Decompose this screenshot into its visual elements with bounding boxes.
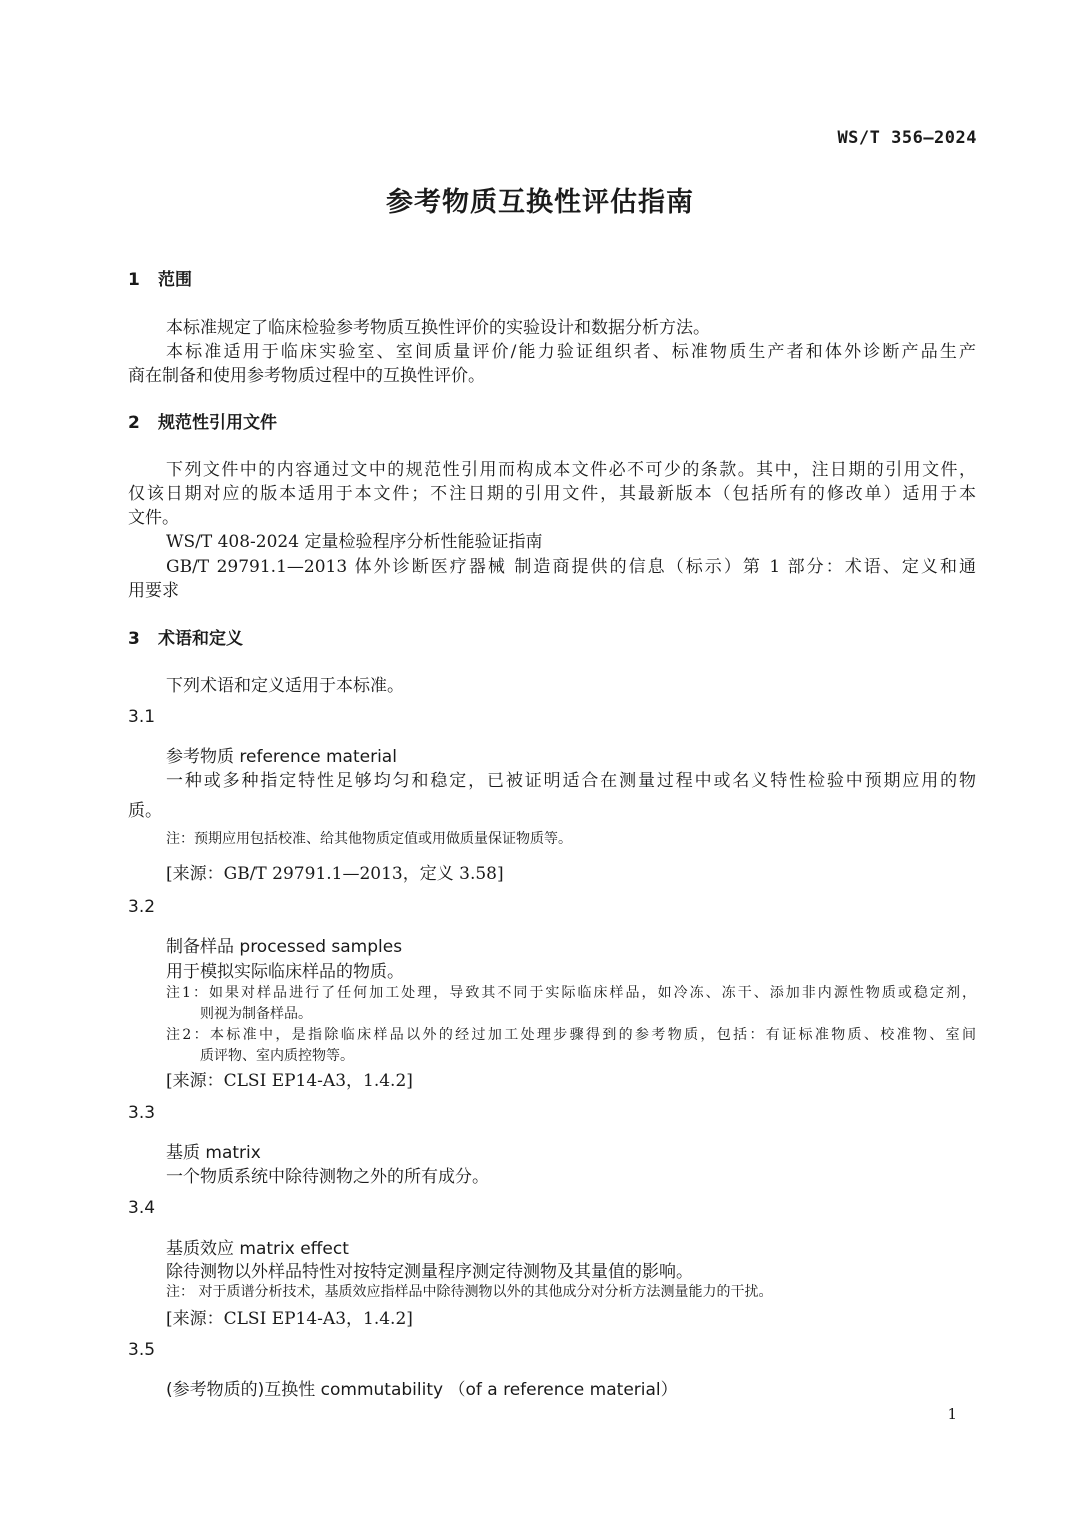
paragraph: 仅该日期对应的版本适用于本文件；不注日期的引用文件，其最新版本（包括所有的修改单）适用于本 — [128, 484, 976, 504]
term-number: 3.5 — [128, 1340, 156, 1360]
term-note: 质评物、室内质控物等。 — [200, 1048, 354, 1064]
normative-reference: GB/T 29791.1—2013 体外诊断医疗器械 制造商提供的信息（标示）第 1 部分：术语、定义和通 — [166, 557, 976, 577]
term-number: 3.3 — [128, 1103, 156, 1123]
term-note: 注1：如果对样品进行了任何加工处理，导致其不同于实际临床样品，如冷冻、冻干、添加非内源性物质或稳定剂， — [166, 985, 976, 1001]
normative-reference: 用要求 — [128, 581, 179, 601]
section-3-heading — [128, 624, 243, 649]
term-source: [来源：CLSI EP14-A3，1.4.2] — [166, 1071, 413, 1091]
document-title: 参考物质互换性评估指南 — [386, 187, 694, 218]
section-number: 2 — [128, 413, 140, 433]
term-heading: 参考物质 reference material — [166, 747, 397, 767]
term-number: 3.2 — [128, 897, 156, 917]
term-note: 注： 对于质谱分析技术，基质效应指样品中除待测物以外的其他成分对分析方法测量能力的干扰。 — [166, 1284, 773, 1300]
section-2-heading — [128, 408, 277, 433]
normative-reference: WS/T 408-2024 定量检验程序分析性能验证指南 — [166, 532, 543, 552]
section-title: 规范性引用文件 — [158, 413, 277, 433]
term-definition: 除待测物以外样品特性对按特定测量程序测定待测物及其量值的影响。 — [166, 1262, 693, 1282]
term-definition: 质。 — [128, 801, 162, 821]
term-number: 3.4 — [128, 1198, 156, 1218]
section-title: 术语和定义 — [158, 629, 243, 649]
paragraph: 下列术语和定义适用于本标准。 — [166, 676, 404, 696]
section-number: 3 — [128, 629, 140, 649]
paragraph: 文件。 — [128, 508, 179, 528]
page-number: 1 — [947, 1405, 957, 1423]
term-note: 则视为制备样品。 — [200, 1006, 312, 1022]
section-number: 1 — [128, 270, 140, 290]
standard-number: WS/T 356—2024 — [837, 128, 977, 148]
term-note: 注2：本标准中，是指除临床样品以外的经过加工处理步骤得到的参考物质，包括：有证标准物质、校准物、室间 — [166, 1027, 976, 1043]
paragraph: 本标准规定了临床检验参考物质互换性评价的实验设计和数据分析方法。 — [166, 318, 710, 338]
section-title: 范围 — [158, 270, 192, 290]
term-definition: 一个物质系统中除待测物之外的所有成分。 — [166, 1167, 489, 1187]
term-heading: 基质 matrix — [166, 1143, 261, 1163]
paragraph: 商在制备和使用参考物质过程中的互换性评价。 — [128, 366, 485, 386]
term-note: 注：预期应用包括校准、给其他物质定值或用做质量保证物质等。 — [166, 831, 572, 847]
term-heading: 基质效应 matrix effect — [166, 1239, 349, 1259]
term-heading: 制备样品 processed samples — [166, 937, 403, 957]
term-heading: (参考物质的)互换性 commutability （of a reference material） — [166, 1380, 678, 1400]
term-definition: 用于模拟实际临床样品的物质。 — [166, 962, 404, 982]
paragraph: 本标准适用于临床实验室、室间质量评价/能力验证组织者、标准物质生产者和体外诊断产品生产 — [166, 342, 976, 362]
term-definition: 一种或多种指定特性足够均匀和稳定，已被证明适合在测量过程中或名义特性检验中预期应用的物 — [166, 771, 976, 791]
section-1-heading — [128, 265, 192, 290]
term-source: [来源：GB/T 29791.1—2013，定义 3.58] — [166, 864, 504, 884]
term-number: 3.1 — [128, 707, 156, 727]
term-source: [来源：CLSI EP14-A3，1.4.2] — [166, 1309, 413, 1329]
paragraph: 下列文件中的内容通过文中的规范性引用而构成本文件必不可少的条款。其中，注日期的引用文件， — [166, 460, 976, 480]
